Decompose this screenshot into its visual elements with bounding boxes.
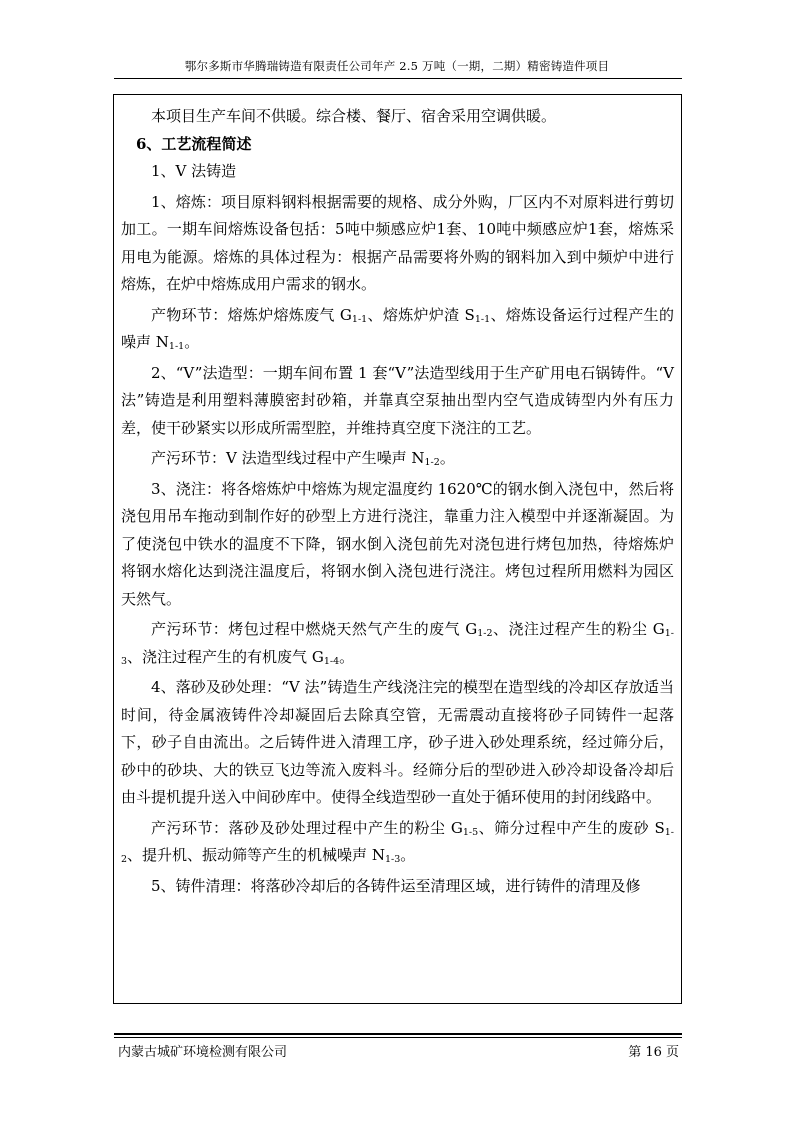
subscript: 1-5: [462, 826, 479, 838]
text-segment: 、筛分过程中产生的废砂 S: [478, 818, 665, 837]
intro-paragraph: 本项目生产车间不供暖。综合楼、餐厅、宿舍采用空调供暖。: [151, 107, 557, 125]
paragraph-shakeout: 4、落砂及砂处理：“V 法”铸造生产线浇注完的模型在造型线的冷却区存放适当时间，待金属液铸件冷却凝固后去除真空管，无需震动直接将砂子同铸件一起落下，砂子自由流出。之后铸件进入清理工序，砂子进入砂处理系统，经过筛分后，砂中的砂块、大的铁豆飞边等流入废料斗。经筛分后的型砂进入砂冷却设备冷却后由斗提机提升送入中间砂库中。使得全线造型砂一直处于循环使用的封闭线路中。: [121, 678, 674, 806]
text-segment: 产污环节：V 法造型线过程中产生噪声 N: [151, 449, 425, 467]
text-segment: 、熔炼设备运行过程产生的噪声 N: [121, 305, 674, 351]
footer-divider-thick: [114, 1033, 682, 1035]
text-segment: 产污环节：落砂及砂处理过程中产生的粉尘 G: [151, 818, 463, 837]
paragraph-pouring-pollution: [121, 616, 674, 671]
content-frame: [113, 94, 682, 1004]
subscript: 1-2: [121, 826, 674, 865]
subscript: 1-4: [323, 655, 340, 667]
text-segment: 、浇注过程产生的有机废气 G: [127, 647, 324, 666]
text-segment: 产污环节：烤包过程中燃烧天然气产生的废气 G: [151, 620, 478, 638]
text-segment: 、提升机、振动筛等产生的机械噪声 N: [127, 846, 385, 864]
subsection-heading: 1、V 法铸造: [151, 162, 237, 180]
header-divider: [114, 78, 682, 79]
text-segment: 。: [400, 846, 416, 864]
footer-divider-thin: [114, 1037, 682, 1038]
document-body: [121, 103, 674, 900]
text-segment: 产物环节：熔炼炉熔炼废气 G: [151, 305, 352, 324]
text-segment: 。: [339, 647, 355, 666]
subscript: 1-2: [424, 457, 440, 468]
page-header-title: 鄂尔多斯市华腾瑞铸造有限责任公司年产 2.5 万吨（一期，二期）精密铸造件项目: [184, 59, 610, 73]
subscript: 1-1: [351, 313, 368, 325]
text-segment: 。: [184, 333, 200, 351]
paragraph-smelting: 1、熔炼：项目原料钢料根据需要的规格、成分外购，厂区内不对原料进行剪切加工。一期车间熔炼设备包括：5吨中频感应炉1套、10吨中频感应炉1套，熔炼采用电为能源。熔炼的具体过程为：根据产品需要将外购的钢料加入到中频炉中进行熔炼，在炉中熔炼成用户需求的钢水。: [121, 192, 674, 293]
text-segment: 、浇注过程产生的粉尘 G: [492, 620, 665, 638]
text-segment: 。: [439, 449, 455, 467]
paragraph-v-molding: 2、“V”法造型：一期车间布置 1 套“V”法造型线用于生产矿用电石锅铸件。“V 法”铸造是利用塑料薄膜密封砂箱，并靠真空泵抽出型内空气造成铸型内外有压力差，使干砂紧实以形成所需型腔，并维持真空度下浇注的工艺。: [121, 363, 674, 437]
subscript: 1-1: [168, 341, 185, 352]
subscript: 1-1: [474, 313, 491, 325]
subscript: 1-3: [121, 628, 674, 667]
subscript: 1-3: [384, 854, 401, 865]
footer-page-number: 第 16 页: [628, 1045, 679, 1060]
subscript: 1-2: [477, 628, 493, 639]
section-heading: 6、工艺流程简述: [136, 134, 252, 153]
text-segment: 、熔炼炉炉渣 S: [367, 305, 475, 324]
paragraph-pouring: 3、浇注：将各熔炼炉中熔炼为规定温度约 1620℃的钢水倒入浇包中，然后将浇包用吊车拖动到制作好的砂型上方进行浇注，靠重力注入模型中并逐渐凝固。为了使浇包中铁水的温度不下降，钢水倒入浇包前先对浇包进行烤包加热，待熔炼炉将钢水熔化达到浇注温度后，将钢水倒入浇包进行浇注。烤包过程所用燃料为园区天然气。: [121, 479, 674, 608]
paragraph-smelting-pollution: [121, 302, 674, 357]
paragraph-casting-cleaning: 5、铸件清理：将落砂冷却后的各铸件运至清理区域，进行铸件的清理及修: [151, 876, 641, 895]
paragraph-molding-pollution: [121, 445, 674, 473]
paragraph-shakeout-pollution: [121, 815, 674, 870]
footer-company: 内蒙古城矿环境检测有限公司: [118, 1045, 288, 1060]
